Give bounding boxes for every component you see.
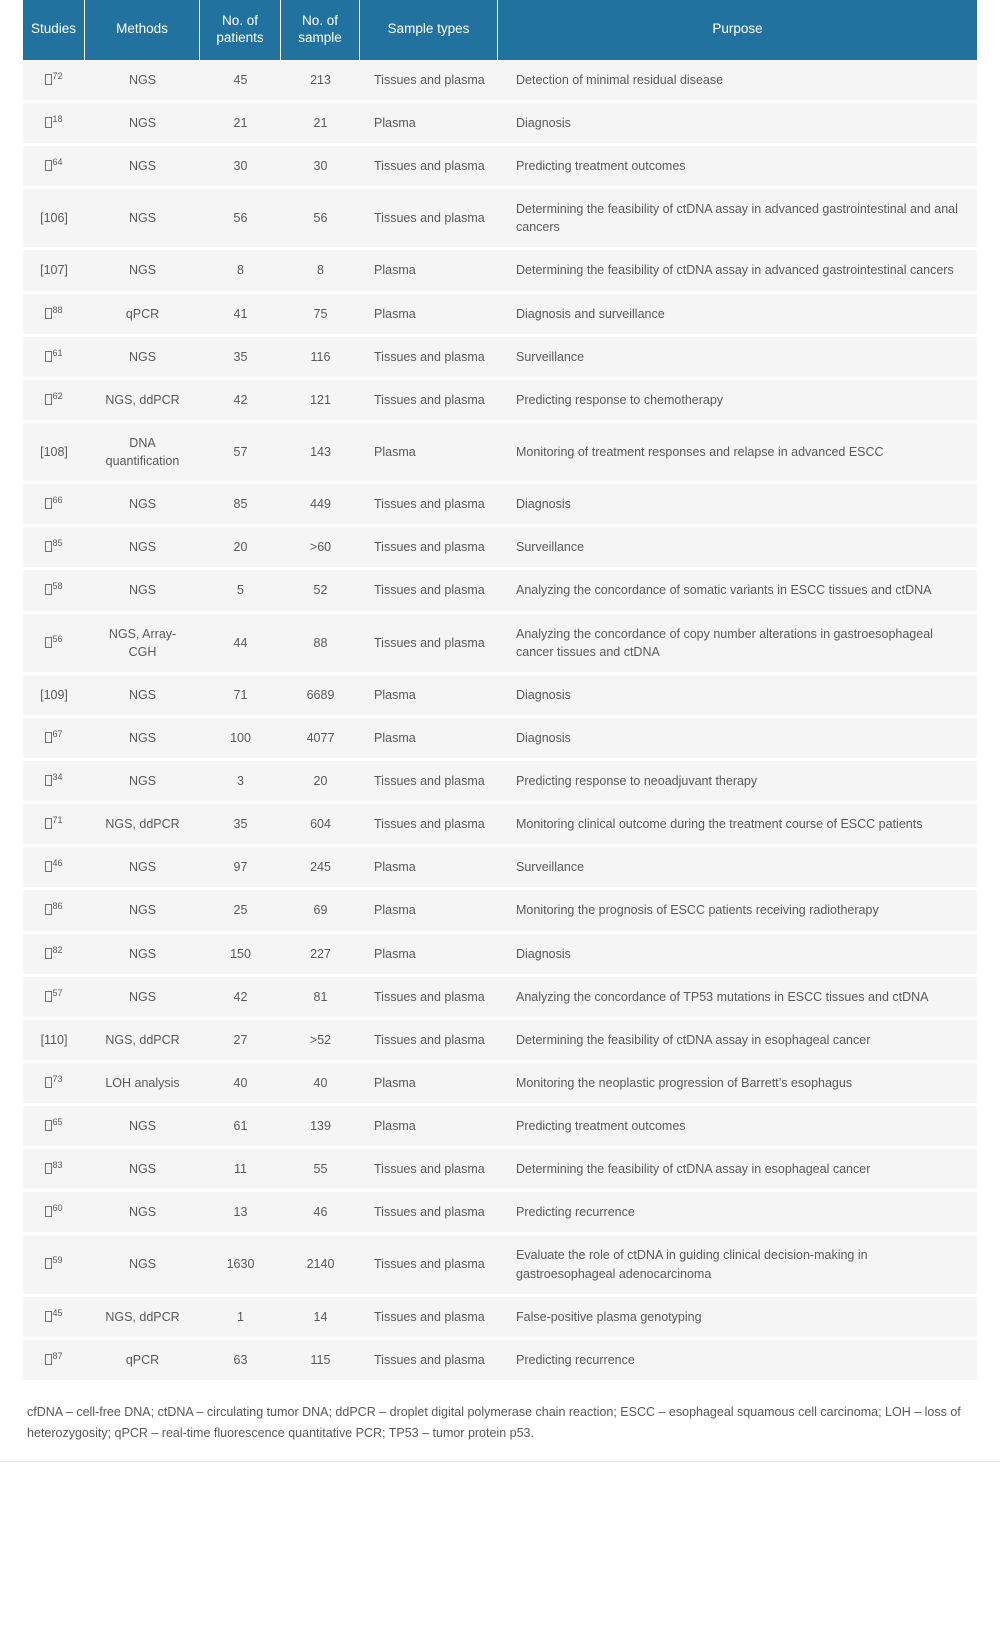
cell-sample-types: Tissues and plasma (360, 189, 498, 250)
cell-method: NGS (85, 675, 200, 718)
cell-method: NGS (85, 847, 200, 890)
table-row[interactable] (23, 761, 977, 804)
cell-study-reference[interactable] (23, 718, 85, 761)
reference-superscript: 83 (52, 1159, 63, 1170)
cell-sample-types: Tissues and plasma (360, 1297, 498, 1340)
cell-study-reference[interactable] (23, 60, 85, 103)
cell-no-of-sample: 6689 (281, 675, 360, 718)
cell-no-of-sample: 88 (281, 614, 360, 675)
table-row[interactable] (23, 1020, 977, 1063)
cell-purpose: Predicting response to neoadjuvant therapy (498, 761, 977, 804)
table-row[interactable] (23, 718, 977, 761)
cell-purpose: Detection of minimal residual disease (498, 60, 977, 103)
cell-method: NGS (85, 484, 200, 527)
cell-no-of-patients: 21 (200, 103, 281, 146)
table-row[interactable] (23, 103, 977, 146)
cell-no-of-sample: 449 (281, 484, 360, 527)
cell-method: NGS (85, 527, 200, 570)
table-row[interactable] (23, 890, 977, 933)
cell-study-reference[interactable] (23, 890, 85, 933)
table-body (23, 60, 977, 1380)
column-header-methods[interactable]: Methods (85, 0, 200, 60)
cell-purpose: Monitoring the neoplastic progression of Barrett’s esophagus (498, 1063, 977, 1106)
cell-method: LOH analysis (85, 1063, 200, 1106)
reference-label: [108] (40, 444, 68, 459)
table-row[interactable] (23, 1297, 977, 1340)
cell-purpose: Diagnosis (498, 675, 977, 718)
reference-label: [106] (40, 211, 68, 226)
table-row[interactable] (23, 423, 977, 484)
cell-no-of-sample: >60 (281, 527, 360, 570)
cell-no-of-sample: 55 (281, 1149, 360, 1192)
table-header (23, 0, 977, 60)
cell-method: NGS (85, 934, 200, 977)
cell-method: NGS (85, 761, 200, 804)
cell-method: NGS (85, 1149, 200, 1192)
table-row[interactable] (23, 977, 977, 1020)
cell-no-of-sample: 116 (281, 337, 360, 380)
cell-no-of-sample: 52 (281, 570, 360, 613)
cell-no-of-sample: 20 (281, 761, 360, 804)
table-row[interactable] (23, 250, 977, 293)
cell-study-reference[interactable] (23, 1235, 85, 1296)
reference-superscript: 64 (52, 156, 63, 167)
cell-sample-types: Plasma (360, 103, 498, 146)
cell-no-of-patients: 20 (200, 527, 281, 570)
table-row[interactable] (23, 1192, 977, 1235)
cell-study-reference[interactable] (23, 804, 85, 847)
table-row[interactable] (23, 1149, 977, 1192)
cell-sample-types: Tissues and plasma (360, 380, 498, 423)
cell-no-of-patients: 13 (200, 1192, 281, 1235)
cell-no-of-sample: 81 (281, 977, 360, 1020)
cell-method: NGS (85, 103, 200, 146)
column-header-purpose[interactable]: Purpose (498, 0, 977, 60)
cell-purpose: Diagnosis (498, 718, 977, 761)
cell-no-of-patients: 41 (200, 294, 281, 337)
cell-no-of-patients: 44 (200, 614, 281, 675)
cell-method: NGS (85, 250, 200, 293)
cell-no-of-patients: 61 (200, 1106, 281, 1149)
cell-no-of-sample: 75 (281, 294, 360, 337)
reference-superscript: 88 (52, 304, 63, 315)
cell-sample-types: Tissues and plasma (360, 1235, 498, 1296)
column-header-sample-types[interactable]: Sample types (360, 0, 498, 60)
cell-no-of-patients: 25 (200, 890, 281, 933)
column-header-no-of-patients-line2: patients (216, 29, 264, 45)
cell-purpose: Predicting treatment outcomes (498, 146, 977, 189)
cell-purpose: Monitoring the prognosis of ESCC patients receiving radiotherapy (498, 890, 977, 933)
cell-study-reference[interactable] (23, 337, 85, 380)
cell-sample-types: Plasma (360, 250, 498, 293)
table-row[interactable] (23, 60, 977, 103)
cell-study-reference[interactable] (23, 934, 85, 977)
reference-superscript: 65 (52, 1116, 63, 1127)
reference-superscript: 60 (52, 1203, 63, 1214)
cell-method: qPCR (85, 1340, 200, 1380)
cell-sample-types: Plasma (360, 847, 498, 890)
cell-sample-types: Plasma (360, 890, 498, 933)
cell-sample-types: Plasma (360, 1106, 498, 1149)
cell-method: NGS, ddPCR (85, 804, 200, 847)
reference-superscript: 66 (52, 494, 63, 505)
cell-no-of-sample: 40 (281, 1063, 360, 1106)
table-row[interactable] (23, 934, 977, 977)
table-row[interactable] (23, 1340, 977, 1380)
cell-no-of-sample: 30 (281, 146, 360, 189)
reference-superscript: 46 (52, 858, 63, 869)
cell-no-of-sample: 4077 (281, 718, 360, 761)
cell-no-of-patients: 97 (200, 847, 281, 890)
cell-study-reference[interactable] (23, 614, 85, 675)
cell-no-of-sample: 115 (281, 1340, 360, 1380)
cell-method: NGS (85, 570, 200, 613)
cell-no-of-patients: 42 (200, 380, 281, 423)
cell-no-of-patients: 71 (200, 675, 281, 718)
cell-study-reference[interactable] (23, 977, 85, 1020)
cell-no-of-patients: 11 (200, 1149, 281, 1192)
table-row[interactable] (23, 337, 977, 380)
cell-sample-types: Plasma (360, 294, 498, 337)
cell-no-of-patients: 100 (200, 718, 281, 761)
cell-no-of-patients: 45 (200, 60, 281, 103)
cell-purpose: Determining the feasibility of ctDNA assay in advanced gastrointestinal and anal cancers (498, 189, 977, 250)
cell-no-of-patients: 3 (200, 761, 281, 804)
reference-label: [109] (40, 687, 68, 702)
reference-superscript: 61 (52, 347, 63, 358)
cell-sample-types: Tissues and plasma (360, 146, 498, 189)
cell-sample-types: Tissues and plasma (360, 761, 498, 804)
reference-superscript: 18 (52, 113, 63, 124)
table-row[interactable] (23, 294, 977, 337)
cell-method: NGS, ddPCR (85, 1297, 200, 1340)
footnote-divider (0, 1461, 1000, 1462)
reference-superscript: 58 (52, 581, 63, 592)
table-row[interactable] (23, 675, 977, 718)
cell-sample-types: Tissues and plasma (360, 1020, 498, 1063)
cell-study-reference[interactable] (23, 761, 85, 804)
cell-sample-types: Plasma (360, 1063, 498, 1106)
cell-no-of-patients: 27 (200, 1020, 281, 1063)
cell-study-reference[interactable] (23, 380, 85, 423)
cell-no-of-patients: 5 (200, 570, 281, 613)
table-row[interactable] (23, 804, 977, 847)
cell-sample-types: Tissues and plasma (360, 527, 498, 570)
cell-method: NGS (85, 890, 200, 933)
reference-superscript: 87 (52, 1350, 63, 1361)
cell-purpose: Predicting treatment outcomes (498, 1106, 977, 1149)
cell-method: NGS, ddPCR (85, 1020, 200, 1063)
column-header-no-of-patients-line1: No. of (221, 13, 259, 28)
cell-study-reference[interactable] (23, 1020, 85, 1063)
cell-method: NGS (85, 1235, 200, 1296)
cell-sample-types: Tissues and plasma (360, 804, 498, 847)
cell-study-reference[interactable] (23, 570, 85, 613)
cell-purpose: Surveillance (498, 527, 977, 570)
cell-no-of-sample: 56 (281, 189, 360, 250)
cell-no-of-sample: 139 (281, 1106, 360, 1149)
reference-superscript: 62 (52, 390, 63, 401)
cell-purpose: Analyzing the concordance of copy number alterations in gastroesophageal cancer tissues and ctDNA (498, 614, 977, 675)
cell-sample-types: Tissues and plasma (360, 1340, 498, 1380)
cell-no-of-patients: 57 (200, 423, 281, 484)
cell-no-of-sample: 14 (281, 1297, 360, 1340)
cell-study-reference[interactable] (23, 527, 85, 570)
cell-no-of-sample: 8 (281, 250, 360, 293)
studies-table (23, 0, 977, 1380)
cell-no-of-patients: 42 (200, 977, 281, 1020)
cell-study-reference[interactable] (23, 250, 85, 293)
reference-superscript: 73 (52, 1073, 63, 1084)
cell-purpose: Analyzing the concordance of somatic variants in ESCC tissues and ctDNA (498, 570, 977, 613)
cell-no-of-patients: 63 (200, 1340, 281, 1380)
table-row[interactable] (23, 1106, 977, 1149)
cell-sample-types: Tissues and plasma (360, 484, 498, 527)
cell-sample-types: Tissues and plasma (360, 977, 498, 1020)
cell-purpose: Monitoring clinical outcome during the treatment course of ESCC patients (498, 804, 977, 847)
cell-method: NGS (85, 977, 200, 1020)
cell-no-of-patients: 56 (200, 189, 281, 250)
table-row[interactable] (23, 189, 977, 250)
cell-no-of-sample: 245 (281, 847, 360, 890)
cell-no-of-sample: 213 (281, 60, 360, 103)
cell-sample-types: Tissues and plasma (360, 1192, 498, 1235)
reference-superscript: 86 (52, 901, 63, 912)
table-row[interactable] (23, 484, 977, 527)
table-row[interactable] (23, 1063, 977, 1106)
cell-no-of-sample: 69 (281, 890, 360, 933)
cell-purpose: Predicting response to chemotherapy (498, 380, 977, 423)
reference-superscript: 56 (52, 633, 63, 644)
cell-study-reference[interactable] (23, 484, 85, 527)
cell-purpose: Diagnosis (498, 103, 977, 146)
cell-no-of-patients: 85 (200, 484, 281, 527)
cell-no-of-sample: 227 (281, 934, 360, 977)
cell-purpose: Diagnosis (498, 484, 977, 527)
cell-purpose: Predicting recurrence (498, 1192, 977, 1235)
reference-superscript: 72 (52, 70, 63, 81)
reference-superscript: 71 (52, 814, 63, 825)
cell-purpose: Diagnosis and surveillance (498, 294, 977, 337)
cell-method: NGS (85, 189, 200, 250)
cell-sample-types: Plasma (360, 423, 498, 484)
cell-no-of-patients: 30 (200, 146, 281, 189)
table-row[interactable] (23, 570, 977, 613)
cell-study-reference[interactable] (23, 103, 85, 146)
cell-study-reference[interactable] (23, 1297, 85, 1340)
column-header-no-of-patients[interactable] (200, 0, 281, 60)
cell-method: NGS, Array-CGH (85, 614, 200, 675)
cell-method: NGS, ddPCR (85, 380, 200, 423)
cell-study-reference[interactable] (23, 1106, 85, 1149)
cell-no-of-sample: 46 (281, 1192, 360, 1235)
cell-no-of-patients: 1 (200, 1297, 281, 1340)
reference-superscript: 59 (52, 1255, 63, 1266)
table-row[interactable] (23, 146, 977, 189)
cell-no-of-sample: 21 (281, 103, 360, 146)
reference-superscript: 57 (52, 987, 63, 998)
cell-no-of-patients: 35 (200, 804, 281, 847)
cell-study-reference[interactable] (23, 294, 85, 337)
reference-superscript: 82 (52, 944, 63, 955)
cell-method: NGS (85, 146, 200, 189)
cell-no-of-patients: 8 (200, 250, 281, 293)
cell-sample-types: Tissues and plasma (360, 570, 498, 613)
header-row (23, 0, 977, 60)
cell-purpose: Surveillance (498, 337, 977, 380)
reference-superscript: 45 (52, 1307, 63, 1318)
cell-study-reference[interactable] (23, 1149, 85, 1192)
cell-purpose: False-positive plasma genotyping (498, 1297, 977, 1340)
cell-purpose: Evaluate the role of ctDNA in guiding clinical decision-making in gastroesophageal adenocarcinoma (498, 1235, 977, 1296)
cell-sample-types: Plasma (360, 934, 498, 977)
cell-sample-types: Tissues and plasma (360, 614, 498, 675)
cell-sample-types: Plasma (360, 675, 498, 718)
reference-label: [110] (40, 1032, 68, 1047)
cell-study-reference[interactable] (23, 675, 85, 718)
cell-study-reference[interactable] (23, 146, 85, 189)
cell-no-of-patients: 150 (200, 934, 281, 977)
reference-superscript: 67 (52, 728, 63, 739)
cell-method: NGS (85, 1192, 200, 1235)
cell-no-of-sample: 604 (281, 804, 360, 847)
cell-study-reference[interactable] (23, 423, 85, 484)
cell-purpose: Determining the feasibility of ctDNA assay in esophageal cancer (498, 1149, 977, 1192)
cell-method: NGS (85, 337, 200, 380)
cell-purpose: Determining the feasibility of ctDNA assay in esophageal cancer (498, 1020, 977, 1063)
cell-no-of-sample: 143 (281, 423, 360, 484)
cell-no-of-sample: >52 (281, 1020, 360, 1063)
cell-sample-types: Tissues and plasma (360, 1149, 498, 1192)
cell-purpose: Predicting recurrence (498, 1340, 977, 1380)
table-footnote: cfDNA – cell-free DNA; ctDNA – circulating tumor DNA; ddPCR – droplet digital polymerase chain reaction; ESCC – esophageal squamous cell carcinoma; LOH – loss of heterozygosity; qPCR – real-time fluorescence quantitative PCR; TP53 – tumor protein p53. (27, 1404, 961, 1440)
cell-method: qPCR (85, 294, 200, 337)
column-header-no-of-sample[interactable] (281, 0, 360, 60)
cell-purpose: Determining the feasibility of ctDNA assay in advanced gastrointestinal cancers (498, 250, 977, 293)
cell-purpose: Diagnosis (498, 934, 977, 977)
cell-study-reference[interactable] (23, 1192, 85, 1235)
reference-label: [107] (40, 263, 68, 278)
cell-method: NGS (85, 60, 200, 103)
cell-no-of-patients: 40 (200, 1063, 281, 1106)
cell-sample-types: Tissues and plasma (360, 60, 498, 103)
reference-superscript: 34 (52, 771, 63, 782)
table-row[interactable] (23, 614, 977, 675)
cell-sample-types: Tissues and plasma (360, 337, 498, 380)
cell-method: NGS (85, 1106, 200, 1149)
cell-no-of-sample: 121 (281, 380, 360, 423)
cell-study-reference[interactable] (23, 189, 85, 250)
cell-no-of-patients: 35 (200, 337, 281, 380)
cell-method: DNA quantification (85, 423, 200, 484)
cell-method: NGS (85, 718, 200, 761)
column-header-no-of-sample-line1: No. of (301, 13, 339, 28)
cell-no-of-patients: 1630 (200, 1235, 281, 1296)
table-row[interactable] (23, 1235, 977, 1296)
table-row[interactable] (23, 380, 977, 423)
column-header-studies[interactable]: Studies (23, 0, 85, 60)
cell-study-reference[interactable] (23, 1340, 85, 1380)
table-row[interactable] (23, 527, 977, 570)
cell-study-reference[interactable] (23, 847, 85, 890)
cell-purpose: Surveillance (498, 847, 977, 890)
cell-no-of-sample: 2140 (281, 1235, 360, 1296)
cell-sample-types: Plasma (360, 718, 498, 761)
reference-superscript: 85 (52, 538, 63, 549)
column-header-no-of-sample-line2: sample (298, 29, 342, 45)
cell-purpose: Monitoring of treatment responses and relapse in advanced ESCC (498, 423, 977, 484)
cell-purpose: Analyzing the concordance of TP53 mutations in ESCC tissues and ctDNA (498, 977, 977, 1020)
table-row[interactable] (23, 847, 977, 890)
cell-study-reference[interactable] (23, 1063, 85, 1106)
